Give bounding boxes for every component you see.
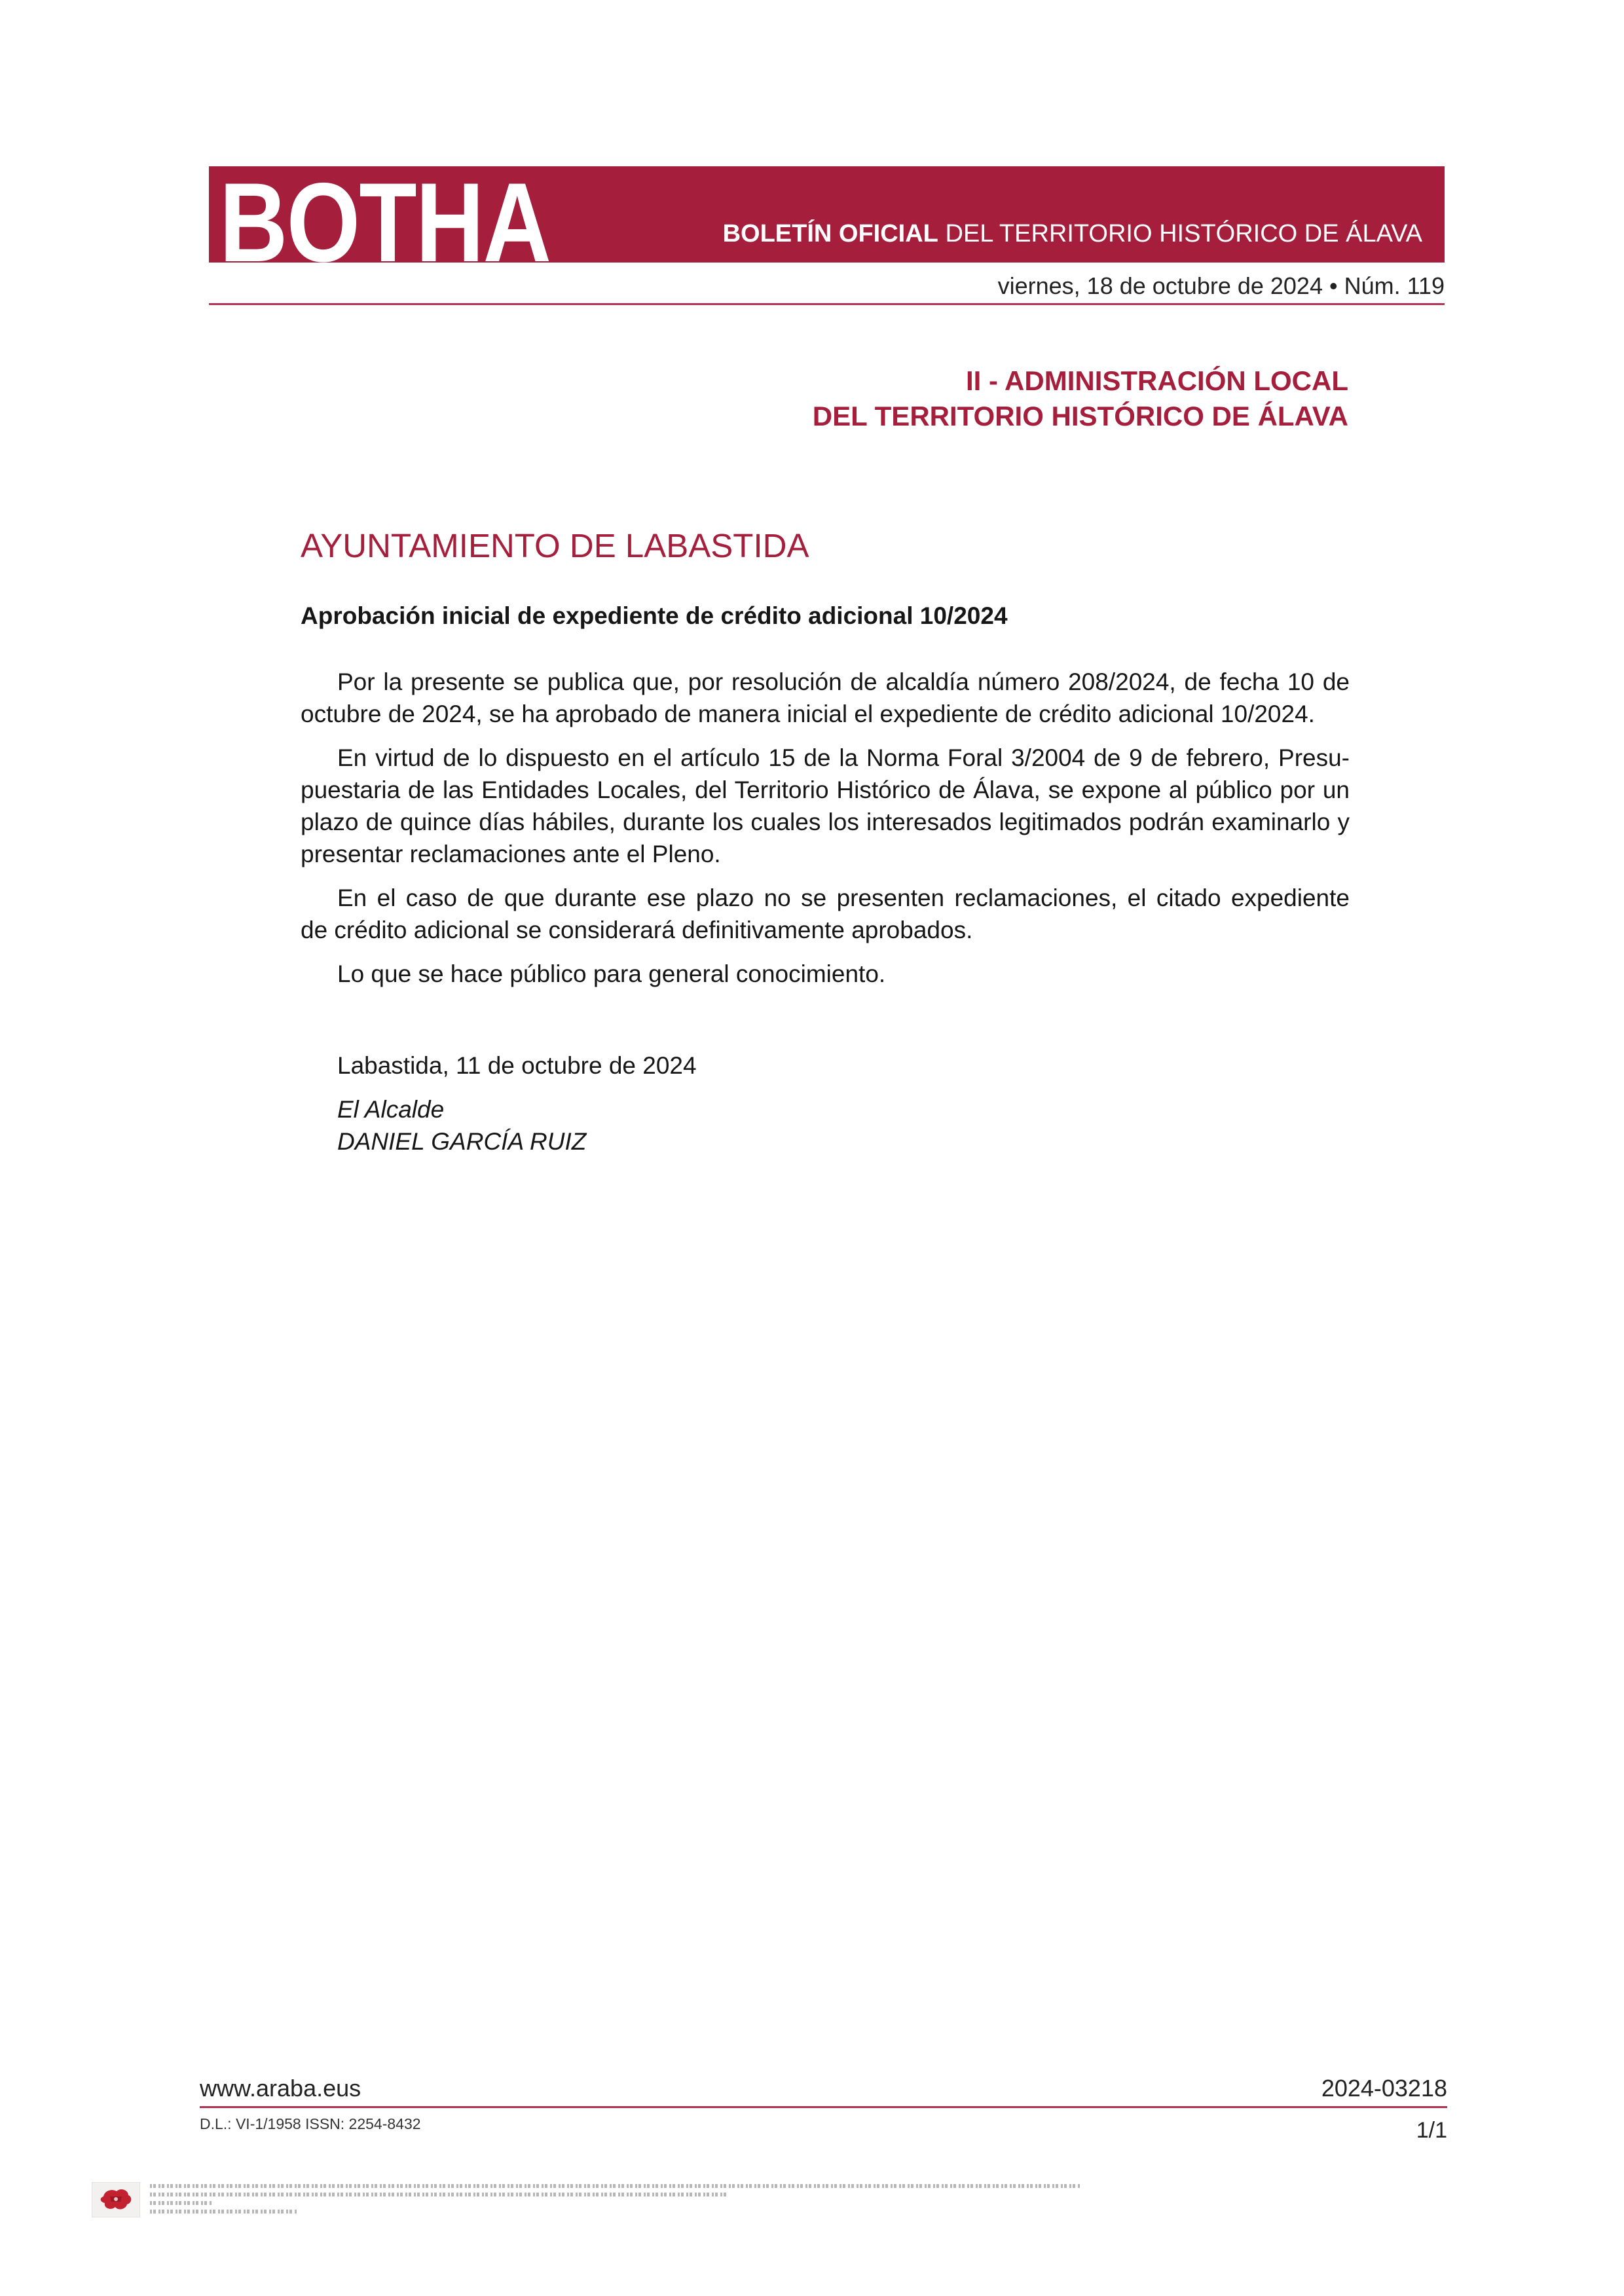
text-line: de crédito adicional se considerará definitivamente aprobados. — [301, 917, 973, 943]
legal-deposit-issn: D.L.: VI-1/1958 ISSN: 2254-8432 — [200, 2115, 421, 2132]
signer-name: DANIEL GARCÍA RUIZ — [337, 1128, 587, 1155]
announcement-number: 2024-03218 — [1321, 2075, 1447, 2102]
text-line: presentar reclamaciones ante el Pleno. — [301, 841, 721, 867]
text-line: octubre de 2024, se ha aprobado de manera inicial el expediente de crédito adicional 10/2024. — [301, 701, 1315, 727]
paragraph — [301, 882, 1350, 946]
signature-microtext-line — [150, 2193, 726, 2196]
footer-divider — [200, 2106, 1447, 2108]
announcement-title: Aprobación inicial de expediente de crédito adicional 10/2024 — [301, 602, 1008, 629]
text-line: En el caso de que durante ese plazo no se presenten reclamaciones, el citado expediente — [337, 884, 1350, 911]
issuer-heading: AYUNTAMIENTO DE LABASTIDA — [301, 527, 809, 564]
issue-date-number: viernes, 18 de octubre de 2024 • Núm. 119 — [997, 272, 1445, 299]
text-line: Por la presente se publica que, por resolución de alcaldía número 208/2024, de fecha 10 de — [337, 668, 1350, 695]
text-line: Lo que se hace público para general conocimiento. — [337, 960, 886, 987]
red-emblem-icon — [92, 2182, 140, 2217]
masthead-bar — [209, 166, 1445, 263]
text-line: plazo de quince días hábiles, durante los cuales los interesados legitimados podrán examinarlo y — [301, 809, 1350, 835]
page-number: 1/1 — [1416, 2118, 1447, 2143]
publication-title-bold: BOLETÍN OFICIAL — [722, 220, 938, 247]
footer-website: www.araba.eus — [200, 2075, 361, 2102]
section-heading-line-1: II - ADMINISTRACIÓN LOCAL — [965, 365, 1348, 396]
text-line: En virtud de lo dispuesto en el artículo 15 de la Norma Foral 3/2004 de 9 de febrero, Presu- — [337, 744, 1350, 771]
signature-microtext-line — [150, 2210, 297, 2214]
masthead-divider — [209, 303, 1445, 305]
place-and-date: Labastida, 11 de octubre de 2024 — [337, 1052, 697, 1079]
signature-microtext — [150, 2183, 1093, 2219]
paragraph — [301, 742, 1350, 870]
signer-role: El Alcalde — [337, 1096, 445, 1123]
section-heading-line-2: DEL TERRITORIO HISTÓRICO DE ÁLAVA — [812, 401, 1348, 431]
section-heading — [813, 363, 1348, 434]
text-line: puestaria de las Entidades Locales, del Territorio Histórico de Álava, se expone al público por un — [301, 776, 1350, 803]
announcement-body — [301, 666, 1350, 1002]
signature-microtext-line — [150, 2184, 1080, 2188]
paragraph — [301, 958, 1350, 990]
publication-title — [723, 221, 1422, 246]
publication-title-rest: DEL TERRITORIO HISTÓRICO DE ÁLAVA — [945, 220, 1422, 247]
paragraph — [301, 666, 1350, 730]
signature-microtext-line — [150, 2201, 212, 2205]
botha-logo: BOTHA — [219, 166, 551, 263]
